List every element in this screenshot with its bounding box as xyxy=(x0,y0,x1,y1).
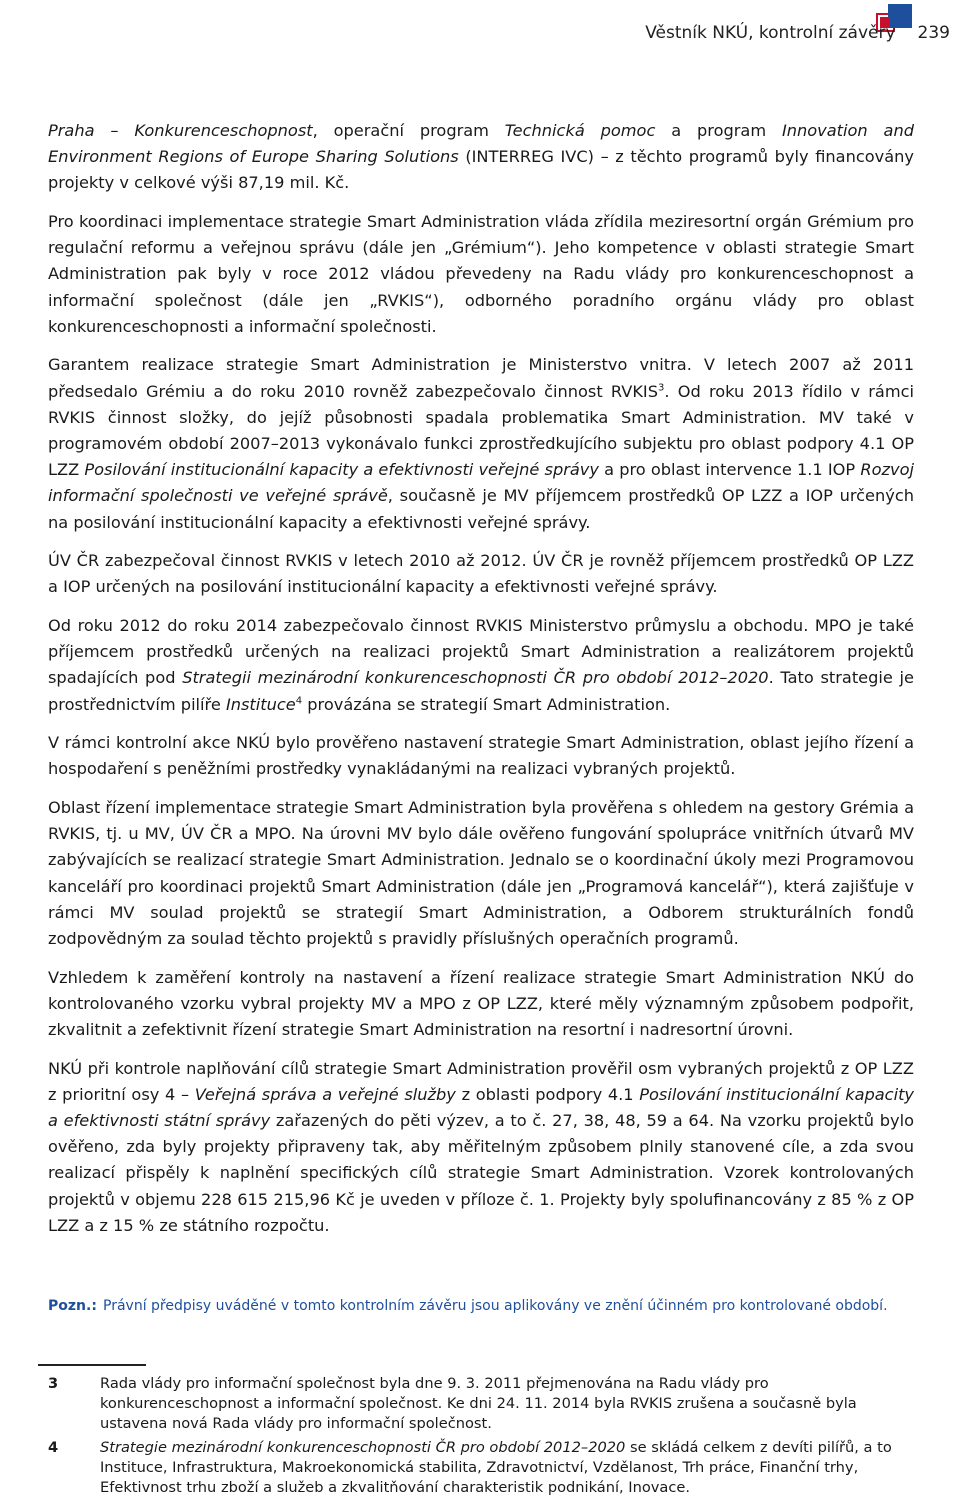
footnotes xyxy=(48,1374,908,1503)
italic-term: Innovation and Environment Regions of Europe Sharing Solutions xyxy=(48,121,914,167)
footnote-ref: 3 xyxy=(657,382,665,394)
journal-title: Věstník NKÚ, kontrolní závěry xyxy=(645,23,896,43)
text-run: Garantem realizace strategie Smart Administration je Ministerstvo vnitra. V letech 2007 až 2011 předsedalo Grémiu a do roku 2010 rovněž zabezpečovalo činnost RVKIS xyxy=(48,355,914,401)
paragraph xyxy=(48,352,914,535)
paragraph xyxy=(48,613,914,718)
paragraph xyxy=(48,118,914,197)
italic-term: Strategii mezinárodní konkurenceschopnosti ČR pro období 2012–2020 xyxy=(182,668,769,688)
page-header xyxy=(645,18,950,48)
italic-term: Posilování institucionální kapacity a efektivnosti veřejné správy xyxy=(84,460,599,480)
text-run: provázána se strategií Smart Administration. xyxy=(302,694,671,714)
text-run: Od roku 2012 do roku 2014 zabezpečovalo činnost RVKIS Ministerstvo průmyslu a obchodu. MPO je také příjemcem prostředků určených na realizaci projektů Smart Administration a realizátorem projektů spadajících pod xyxy=(48,616,914,688)
text-run: Oblast řízení implementace strategie Smart Administration byla prověřena s ohledem na gestory Grémia a RVKIS, tj. u MV, ÚV ČR a MPO. Na úrovni MV bylo dále ověřeno fungování spolupráce vnitřních útvarů MV zabývajících se realizací strategie Smart Administration. Jednalo se o koordinační úkoly mezi Programovou kanceláří pro koordinaci projektů Smart Administration (dále jen „Programová kancelář“), která zajišťuje v rámci MV soulad projektů se strategií Smart Administration, a Odborem strukturálních fondů zodpovědným za soulad těchto projektů s pravidly příslušných operačních programů. xyxy=(48,798,914,949)
paragraph xyxy=(48,1056,914,1239)
paragraph xyxy=(48,795,914,952)
text-run: V rámci kontrolní akce NKÚ bylo prověřeno nastavení strategie Smart Administration, oblast jejího řízení a hospodaření s peněžními prostředky vynakládanými na realizaci vybraných projektů. xyxy=(48,733,914,779)
text-run: Pro koordinaci implementace strategie Smart Administration vláda zřídila meziresortní orgán Grémium pro regulační reformu a veřejnou správu (dále jen „Grémium“). Jeho kompetence v oblasti strategie Smart Administration pak byly v roce 2012 vládou převedeny na Radu vlády pro konkurenceschopnost a informační společnost (dále jen „RVKIS“), odborného poradního orgánu vlády pro oblast konkurenceschopnosti a informační společnosti. xyxy=(48,212,914,336)
footnote-text xyxy=(100,1374,908,1433)
text-run: Vzhledem k zaměření kontroly na nastavení a řízení realizace strategie Smart Administration NKÚ do kontrolovaného vzorku vybral projekty MV a MPO z OP LZZ, které měly významným způsobem podpořit, zkvalitnit a zefektivnit řízení strategie Smart Administration na resortní i nadresortní úrovni. xyxy=(48,967,914,1040)
footnote xyxy=(48,1374,908,1433)
italic-term: Veřejná správa a veřejné služby xyxy=(194,1084,456,1104)
text-run: Rada vlády pro informační společnost byla dne 9. 3. 2011 přejmenována na Radu vlády pro konkurenceschopnost a informační společnost. Ke dni 24. 11. 2014 byla RVKIS zrušena a současně byla ustavena nová Rada vlády pro informační společnost. xyxy=(100,1375,857,1432)
footnote-divider xyxy=(38,1364,146,1366)
text-run: zařazených do pěti výzev, a to č. 27, 38, 48, 59 a 64. Na vzorku projektů bylo ověřeno, zda byly projekty připraveny tak, aby měřitelným způsobem plnily stanovené cíle, a zda svou realizací přispěly k naplnění specifických cílů strategie Smart Administration. Vzorek kontrolovaných projektů v objemu 228 615 215,96 Kč je uveden v příloze č. 1. Projekty byly spolufinancovány z 85 % z OP LZZ a z 15 % ze státního rozpočtu. xyxy=(48,1111,914,1235)
legal-note xyxy=(48,1295,918,1318)
text-run: NKÚ při kontrole naplňování cílů strategie Smart Administration prověřil osm vybraných projektů z OP LZZ z prioritní osy 4 – xyxy=(48,1058,914,1104)
italic-term: Instituce xyxy=(225,694,296,714)
text-run: z oblasti podpory 4.1 xyxy=(455,1084,640,1104)
italic-term: Praha – Konkurenceschopnost xyxy=(48,121,313,140)
italic-term: Strategie mezinárodní konkurenceschopnosti ČR pro období 2012–2020 xyxy=(100,1439,626,1457)
paragraph xyxy=(48,548,914,600)
footnote-text xyxy=(100,1438,908,1497)
text-run: ÚV ČR zabezpečoval činnost RVKIS v letech 2010 až 2012. ÚV ČR je rovněž příjemcem prostředků OP LZZ a IOP určených na posilování institucionální kapacity a efektivnosti veřejné správy. xyxy=(48,551,914,597)
paragraph xyxy=(48,730,914,782)
text-run: , operační program xyxy=(312,121,505,140)
note-label: Pozn.: xyxy=(48,1298,97,1314)
text-run: a pro oblast intervence 1.1 IOP xyxy=(598,460,861,480)
text-run: a program xyxy=(655,121,782,140)
italic-term: Rozvoj informační společnosti ve veřejné správě xyxy=(48,460,914,506)
note-text: Právní předpisy uváděné v tomto kontrolním závěru jsou aplikovány ve znění účinném pro kontrolované období. xyxy=(103,1298,888,1314)
footnote-ref: 4 xyxy=(295,695,303,707)
italic-term: Technická pomoc xyxy=(504,121,656,140)
footnote-number: 3 xyxy=(48,1375,59,1392)
text-run: . Tato strategie je prostřednictvím pilíře xyxy=(48,668,914,714)
paragraph xyxy=(48,209,914,340)
text-run: . Od roku 2013 řídilo v rámci RVKIS činnost složky, do jejíž působnosti spadala problematika Smart Administration. MV také v programovém období 2007–2013 vykonávalo funkci zprostředkujícího subjektu pro oblast podpory 4.1 OP LZZ xyxy=(48,381,914,480)
page-number: 239 xyxy=(917,23,950,43)
footnote xyxy=(48,1438,908,1497)
text-run: se skládá celkem z devíti pilířů, a to Instituce, Infrastruktura, Makroekonomická stabilita, Zdravotnictví, Vzdělanost, Trh práce, Finanční trhy, Efektivnost trhu zboží a služeb a zkvalitňování charakteristik podnikání, Inovace. xyxy=(100,1439,892,1496)
text-run: , současně je MV příjemcem prostředků OP LZZ a IOP určených na posilování institucionální kapacity a efektivnosti veřejné správy. xyxy=(48,486,914,532)
text-run: (INTERREG IVC) – z těchto programů byly financovány projekty v celkové výši 87,19 mil. Kč. xyxy=(48,147,914,193)
paragraph xyxy=(48,965,914,1044)
footnote-number: 4 xyxy=(48,1439,59,1457)
italic-term: Posilování institucionální kapacity a efektivnosti státní správy xyxy=(48,1084,915,1131)
body-text xyxy=(48,118,914,1251)
